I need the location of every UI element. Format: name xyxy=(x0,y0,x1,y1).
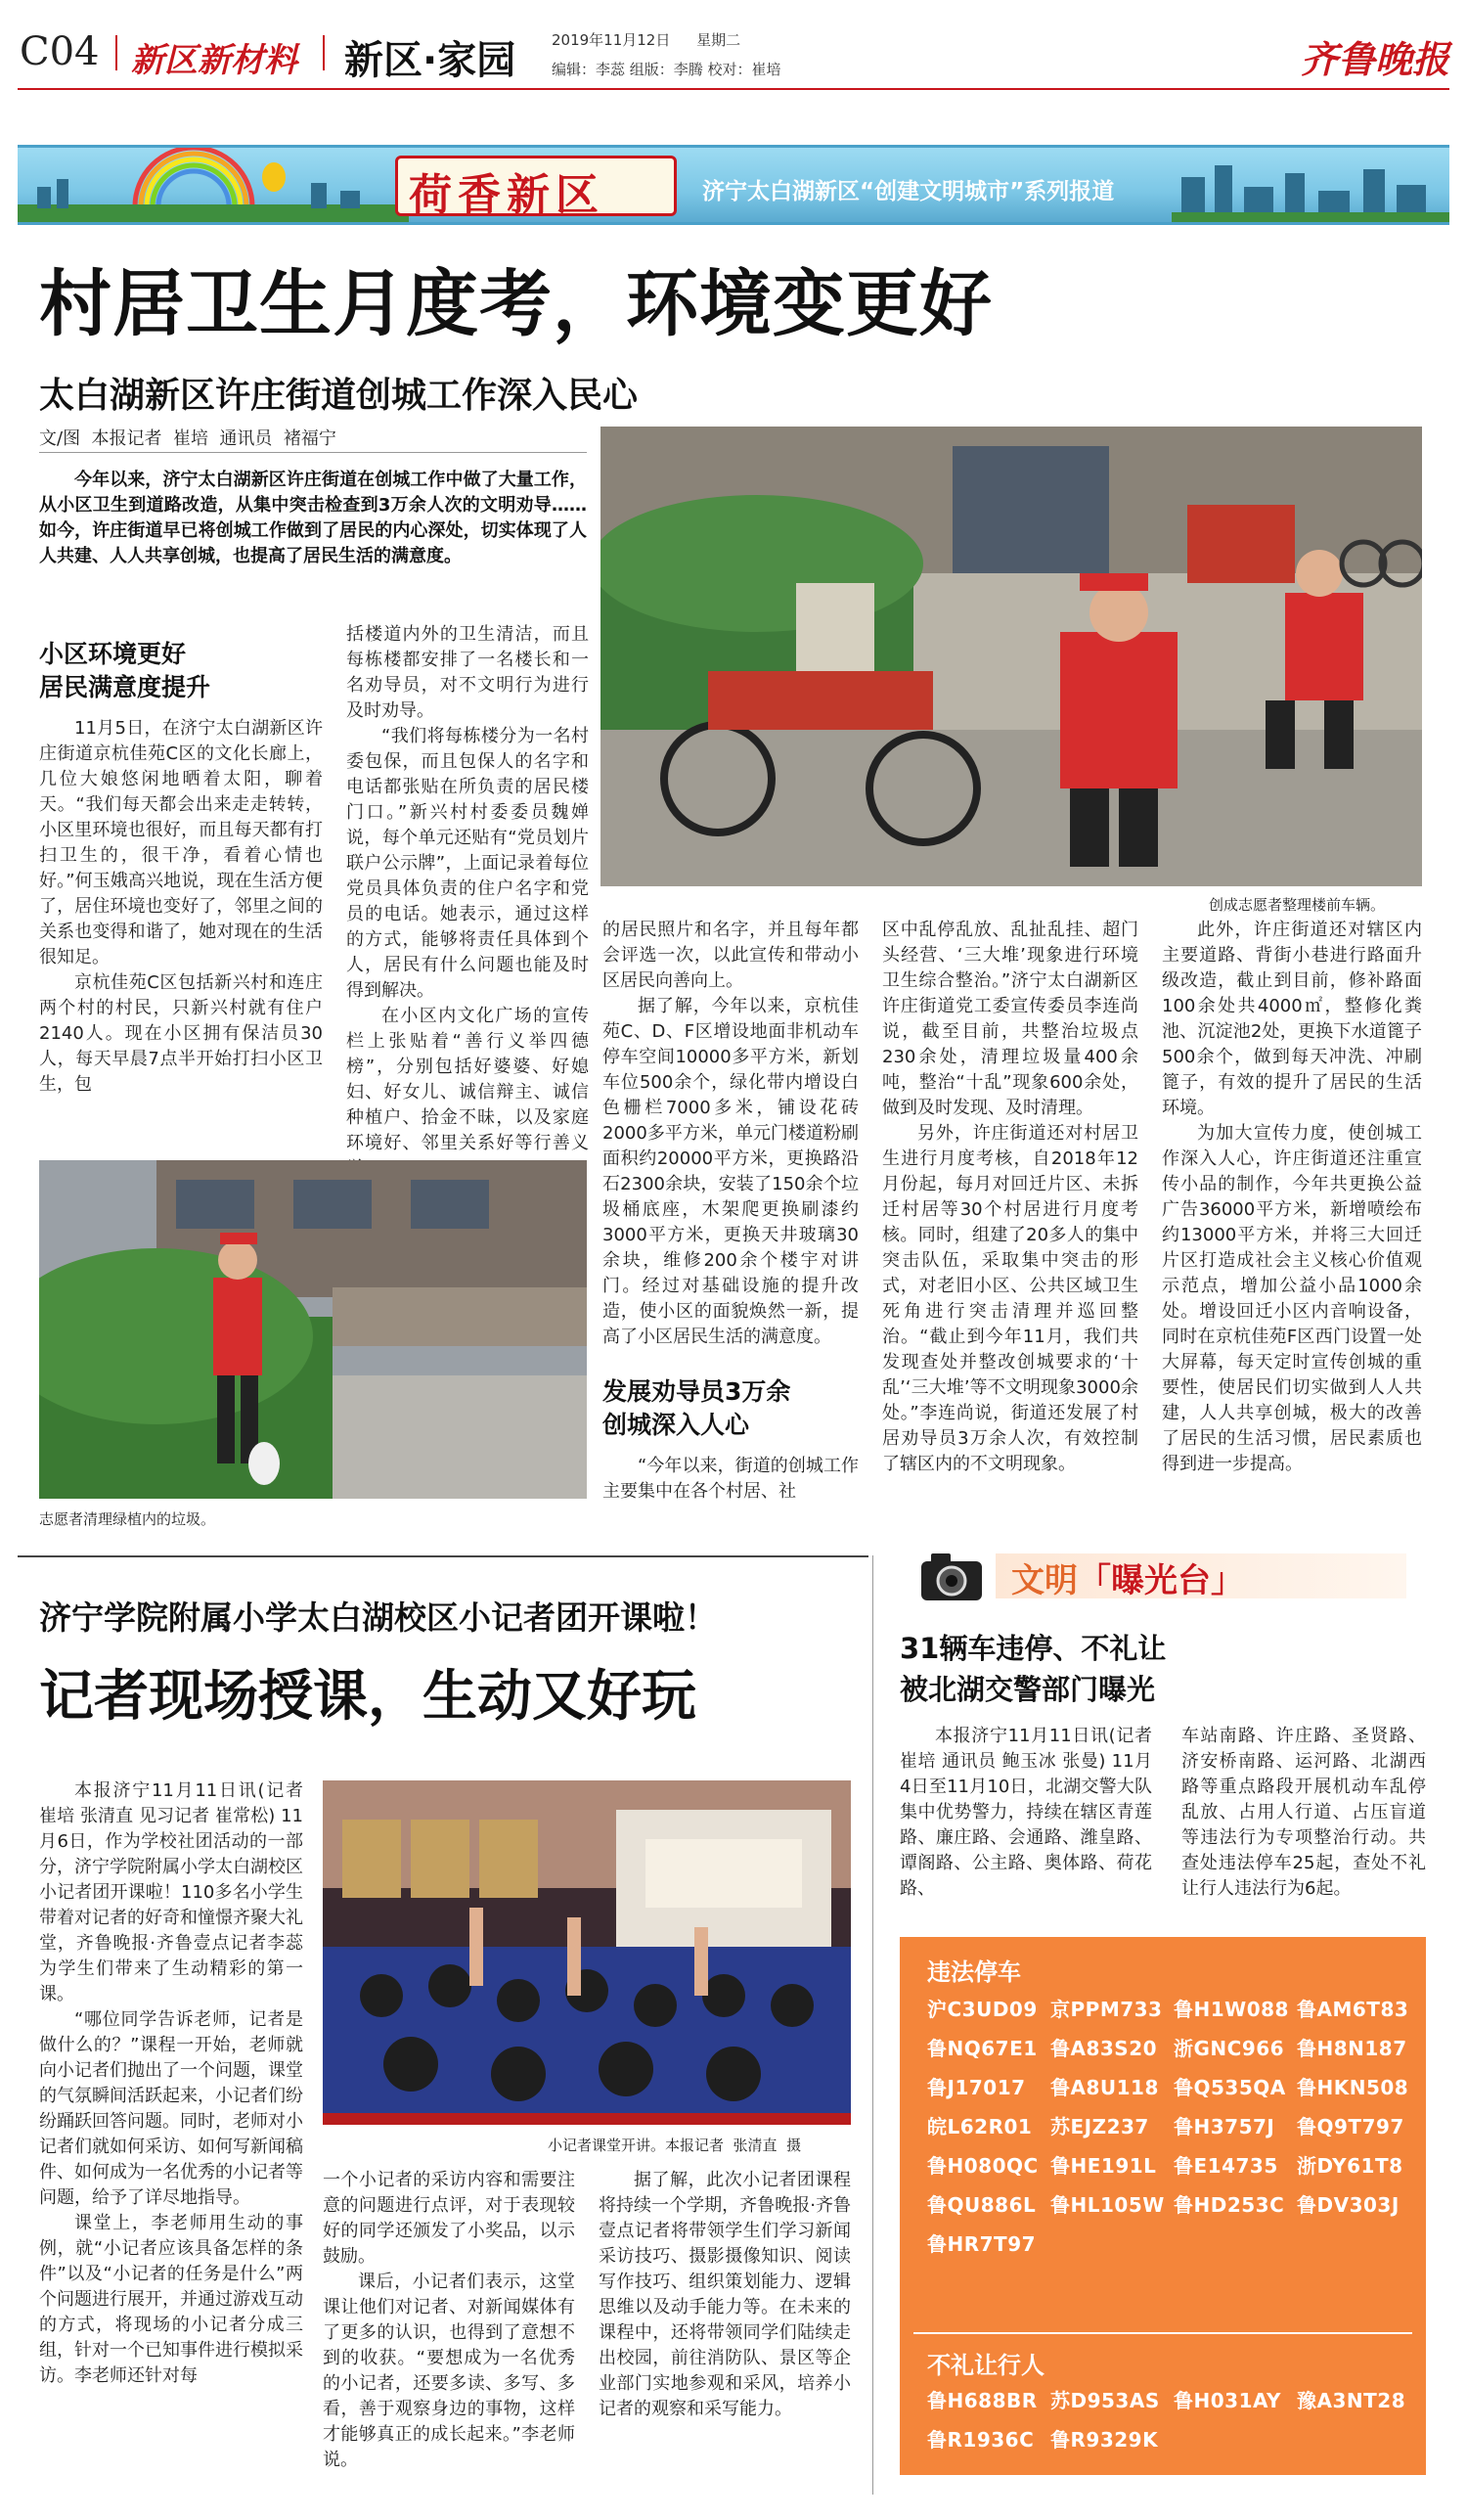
photo-volunteer-greenery xyxy=(39,1160,587,1499)
column-title-sub: 「曝光台」 xyxy=(1078,1561,1244,1600)
paragraph: 此外，许庄街道还对辖区内主要道路、背街小巷进行路面升级改造，截止到目前，修补路面100余处共4000㎡，整修化粪池、沉淀池2处，更换下水道篦子500余个，做到每天冲洗、冲刷篦子，有效的提升了居民的生活环境。 xyxy=(1162,920,1422,1118)
plate-number: 鲁H080QC xyxy=(927,2154,1039,2178)
article3-headline-line1: 31辆车违停、不礼让 xyxy=(900,1632,1167,1665)
section2-title-line1: 发展劝导员3万余 xyxy=(602,1377,791,1406)
plate-number: 苏D953AS xyxy=(1050,2389,1160,2412)
article2-headline: 记者现场授课，生动又好玩 xyxy=(39,1665,696,1729)
plate-number: 鲁HD253C xyxy=(1174,2193,1285,2217)
article1-byline: 文/图 本报记者 崔培 通讯员 褚福宁 xyxy=(39,428,336,449)
plate-number: 鲁Q9T797 xyxy=(1297,2115,1404,2138)
article1-lead: 今年以来，济宁太白湖新区许庄街道在创城工作中做了大量工作，从小区卫生到道路改造，从集中突击检查到3万余人次的文明劝导……如今，许庄街道早已将创城工作做到了居民的内心深处，切实体现了人人共建、人人共享创城，也提高了居民生活的满意度。 xyxy=(39,470,587,566)
photo-volunteers-bikes xyxy=(600,427,1422,886)
plate-number: 鲁HKN508 xyxy=(1297,2076,1409,2099)
plate-number: 鲁HR7T97 xyxy=(927,2232,1037,2256)
paragraph: “哪位同学告诉老师，记者是做什么的？”课程一开始，老师就向小记者们抛出了一个问题，课堂的气氛瞬间活跃起来，小记者们纷纷踊跃回答问题。同时，老师对小记者们就如何采访、如何写新闻稿件、如何成为一名优秀的小记者等问题，给予了详尽地指导。 xyxy=(39,2009,303,2208)
article2-col2 xyxy=(323,2168,575,2473)
section-title: 新区·家园 xyxy=(344,38,516,83)
plate-number: 鲁QU886L xyxy=(927,2193,1037,2217)
plate-number: 鲁NQ67E1 xyxy=(927,2037,1038,2060)
article2-col3 xyxy=(599,2168,851,2422)
banner-decoration-right xyxy=(1172,148,1449,225)
article1-col2 xyxy=(346,622,589,1182)
byline-rule xyxy=(39,452,587,453)
parking-title: 违法停车 xyxy=(927,1958,1021,1986)
paragraph: 本报济宁11月11日讯(记者 崔培 张清直 见习记者 崔常松) 11月6日，作为学校社团活动的一部分，济宁学院附属小学太白湖校区小记者团开课啦！110多名小学生带着对记者的好奇和憧憬齐聚大礼堂，齐鲁晚报·齐鲁壹点记者李蕊为学生们带来了生动精彩的第一课。 xyxy=(39,1780,303,2004)
section1-title xyxy=(39,638,323,704)
paragraph: 据了解，今年以来，京杭佳苑C、D、F区增设地面非机动车停车空间10000多平方米，新划车位500余个，绿化带内增设白色栅栏7000多米，铺设花砖2000多平方米，单元门楼道粉刷面积约20000平方米，更换路沿石2300余块，安装了150余个垃圾桶底座，木架爬更换刷漆约3000平方米，更换天井玻璃30余块，维修200余个楼宇对讲门。经过对基础设施的提升改造，使小区的面貌焕然一新，提高了小区居民生活的满意度。 xyxy=(602,996,859,1347)
date-text: 2019年11月12日 xyxy=(552,31,671,49)
article1-col3 xyxy=(602,918,859,1350)
plate-number: 鲁H688BR xyxy=(927,2389,1038,2412)
weekday-text: 星期二 xyxy=(696,31,741,49)
paragraph: “今年以来，街道的创城工作主要集中在各个村居、社 xyxy=(602,1456,859,1502)
brand-left-logo: 新区新材料 xyxy=(131,41,297,80)
panel-divider xyxy=(913,2332,1412,2334)
plate-number: 鲁R1936C xyxy=(927,2428,1035,2452)
page-number: C04 xyxy=(20,29,100,74)
plate-number: 京PPM733 xyxy=(1050,1998,1163,2021)
violation-panel xyxy=(900,1937,1426,2475)
paragraph: 区中乱停乱放、乱扯乱挂、超门头经营、‘三大堆’现象进行环境卫生综合整治。”济宁太白湖新区许庄街道党工委宣传委员李连尚说，截至目前，共整治垃圾点230余处，清理垃圾量400余吨，整治“十乱”现象600余处，做到及时发现、及时清理。 xyxy=(882,920,1138,1118)
paragraph: 一个小记者的采访内容和需要注意的问题进行点评，对于表现较好的同学还颁发了小奖品，以示鼓励。 xyxy=(323,2170,575,2267)
masthead xyxy=(0,0,1467,90)
section1-title-line2: 居民满意度提升 xyxy=(39,673,211,701)
divider xyxy=(115,35,117,70)
paragraph: 京杭佳苑C区包括新兴村和连庄两个村的村民，只新兴村就有住户2140人。现在小区拥有保洁员30人，每天早晨7点半开始打扫小区卫生，包 xyxy=(39,972,323,1095)
banner-title: 荷香新区 xyxy=(409,170,604,220)
plate-number: 鲁H031AY xyxy=(1174,2389,1282,2412)
camera-icon xyxy=(917,1548,986,1602)
article3-headline xyxy=(900,1628,1166,1710)
column-divider xyxy=(872,1555,873,2495)
paragraph: “我们将每栋楼分为一名村委包保，而且包保人的名字和电话都张贴在所负责的居民楼门口。”新兴村村委委员魏婵说，每个单元还贴有“党员划片联户公示牌”，上面记录着每位党员具体负责的住户名字和党员的电话。她表示，通过这样的方式，能够将责任具体到个人，居民有什么问题也能及时得到解决。 xyxy=(346,726,589,1001)
photo2-caption: 志愿者清理绿植内的垃圾。 xyxy=(39,1510,216,1528)
article1-col4 xyxy=(882,918,1138,1477)
banner-decoration-left xyxy=(18,148,409,225)
column-title-main: 文明 xyxy=(1011,1561,1078,1600)
plate-number: 豫A3NT28 xyxy=(1297,2389,1406,2412)
yield-title: 不礼让行人 xyxy=(927,2352,1045,2379)
paragraph: 11月5日，在济宁太白湖新区许庄街道京杭佳苑C区的文化长廊上，几位大娘悠闲地晒着太阳，聊着天。“我们每天都会出来走走转转，小区里环境也很好，而且每天都有打扫卫生的，很干净，看着心情也好。”何玉娥高兴地说，现在生活方便了，居住环境也变好了，邻里之间的关系也变得和谐了，她对现在的生活很知足。 xyxy=(39,718,323,968)
plate-number: 鲁E14735 xyxy=(1174,2154,1278,2178)
plate-number: 鲁Q535QA xyxy=(1174,2076,1286,2099)
paragraph: 括楼道内外的卫生清洁，而且每栋楼都安排了一名楼长和一名劝导员，对不文明行为进行及时劝导。 xyxy=(346,624,589,721)
series-banner xyxy=(18,145,1449,225)
paragraph: 在小区内文化广场的宣传栏上张贴着“善行义举四德榜”，分别包括好婆婆、好媳妇、好女儿、诚信辩主、诚信种植户、拾金不昧，以及家庭环境好、邻里关系好等行善义 xyxy=(346,1006,589,1153)
article1-col1 xyxy=(39,716,323,1098)
plate-number: 浙GNC966 xyxy=(1174,2037,1285,2060)
paragraph: 课堂上，李老师用生动的事例，就“小记者应该具备怎样的条件”以及“小记者的任务是什么”两个问题进行展开，并通过游戏互动的方式，将现场的小记者分成三组，针对一个已知事件进行模拟采访。李老师还针对每 xyxy=(39,2213,303,2386)
article2-kicker: 济宁学院附属小学太白湖校区小记者团开课啦！ xyxy=(39,1598,717,1637)
section2-title-line2: 创城深入人心 xyxy=(602,1411,750,1439)
brand-right-logo: 齐鲁晚报 xyxy=(1301,37,1450,81)
article2-col1 xyxy=(39,1778,303,2389)
paragraph: 的居民照片和名字，并且每年都会评选一次，以此宣传和带动小区居民向善向上。 xyxy=(602,920,859,991)
column-title xyxy=(1011,1553,1244,1601)
plate-number: 苏EJZ237 xyxy=(1050,2115,1149,2138)
plate-number: 鲁HE191L xyxy=(1050,2154,1157,2178)
photo-classroom-image xyxy=(323,1780,851,2125)
paragraph: 课后，小记者们表示，这堂课让他们对记者、对新闻媒体有了更多的认识，也得到了意想不到的收获。“要想成为一名优秀的小记者，还要多读、多写、多看，善于观察身边的事物，这样才能够真正的成长起来。”李老师说。 xyxy=(323,2272,575,2470)
article-separator xyxy=(18,1555,868,1557)
plate-number: 鲁R9329K xyxy=(1050,2428,1159,2452)
divider xyxy=(323,35,325,70)
editor-credits: 编辑：李蕊 组版：李腾 校对：崔培 xyxy=(552,61,781,78)
paragraph: 据了解，此次小记者团课程将持续一个学期，齐鲁晚报·齐鲁壹点记者将带领学生们学习新闻采访技巧、摄影摄像知识、阅读写作技巧、组织策划能力、逻辑思维以及动手能力等。在未来的课程中，还将带领同学们陆续走出校园，前往消防队、景区等企业部门实地参观和采风，培养小记者的观察和采写能力。 xyxy=(599,2170,851,2419)
article3-headline-line2: 被北湖交警部门曝光 xyxy=(900,1673,1156,1706)
section1-title-line1: 小区环境更好 xyxy=(39,640,187,668)
paragraph: 另外，许庄街道还对村居卫生进行月度考核，自2018年12月份起，每月对回迁片区、未拆迁村居等30个村居进行月度考核。同时，组建了20多人的集中突击队伍，采取集中突击的形式，对老旧小区、公共区域卫生死角进行突击清理并巡回整治。“截止到今年11月，我们共发现查处并整改创城要求的‘十乱’‘三大堆’等不文明现象3000余处。”李连尚说，街道还发展了村居劝导员3万余人次，有效控制了辖区内的不文明现象。 xyxy=(882,1123,1138,1474)
issue-date xyxy=(552,29,740,50)
plate-number: 浙DY61T8 xyxy=(1297,2154,1403,2178)
article1-headline: 村居卫生月度考，环境变更好 xyxy=(39,262,993,346)
plate-number: 鲁HL105W xyxy=(1050,2193,1165,2217)
plate-number: 鲁A8U118 xyxy=(1050,2076,1159,2099)
plate-number: 鲁H3757J xyxy=(1174,2115,1275,2138)
plate-number: 鲁H1W088 xyxy=(1174,1998,1289,2021)
article1-col3-end xyxy=(602,1454,859,1505)
banner-subtitle: 济宁太白湖新区“创建文明城市”系列报道 xyxy=(702,179,1115,204)
photo1-caption: 创成志愿者整理楼前车辆。 xyxy=(1209,896,1386,914)
plate-number: 鲁A83S20 xyxy=(1050,2037,1158,2060)
article3-col2: 车站南路、许庄路、圣贤路、济安桥南路、运河路、北湖西路等重点路段开展机动车乱停乱放、占用人行道、占压盲道等违法行为专项整治行动。共查处违法停车25起，查处不礼让行人违法行为6起。 xyxy=(1181,1726,1426,1899)
photo-volunteers-bikes-image xyxy=(600,427,1422,886)
article2-photo-caption: 小记者课堂开讲。本报记者 张清直 摄 xyxy=(548,2137,802,2154)
masthead-rule xyxy=(18,88,1449,90)
plate-number: 沪C3UD09 xyxy=(927,1998,1038,2021)
plate-number: 鲁AM6T83 xyxy=(1297,1998,1409,2021)
paragraph: 为加大宣传力度，使创城工作深入人心，许庄街道还注重宣传小品的制作，今年共更换公益广告36000平方米，新增喷绘布约13000平方米，并将三大回迁片区打造成社会主义核心价值观示范点，增加公益小品1000余处。增设回迁小区内音响设备，同时在京杭佳苑F区西门设置一处大屏幕，每天定时宣传创城的重要性，使居民们切实做到人人共建，人人共享创城，极大的改善了居民的生活习惯，居民素质也得到进一步提高。 xyxy=(1162,1123,1422,1474)
plate-number: 鲁H8N187 xyxy=(1297,2037,1407,2060)
section2-title xyxy=(602,1375,859,1442)
plate-number: 鲁J17017 xyxy=(927,2076,1026,2099)
photo-volunteer-greenery-image xyxy=(39,1160,587,1499)
plate-number: 鲁DV303J xyxy=(1297,2193,1400,2217)
plate-number: 皖L62R01 xyxy=(927,2115,1033,2138)
photo-classroom xyxy=(323,1780,851,2125)
exposure-column-header xyxy=(917,1548,1426,1608)
article1-subheadline: 太白湖新区许庄街道创城工作深入民心 xyxy=(39,376,639,416)
article1-col5 xyxy=(1162,918,1422,1477)
article3-col1: 本报济宁11月11日讯(记者 崔培 通讯员 鲍玉冰 张曼) 11月4日至11月10日，北湖交警大队集中优势警力，持续在辖区青莲路、廉庄路、会通路、潍皇路、谭阁路、公主路、奥体路、荷花路、 xyxy=(900,1726,1152,1899)
